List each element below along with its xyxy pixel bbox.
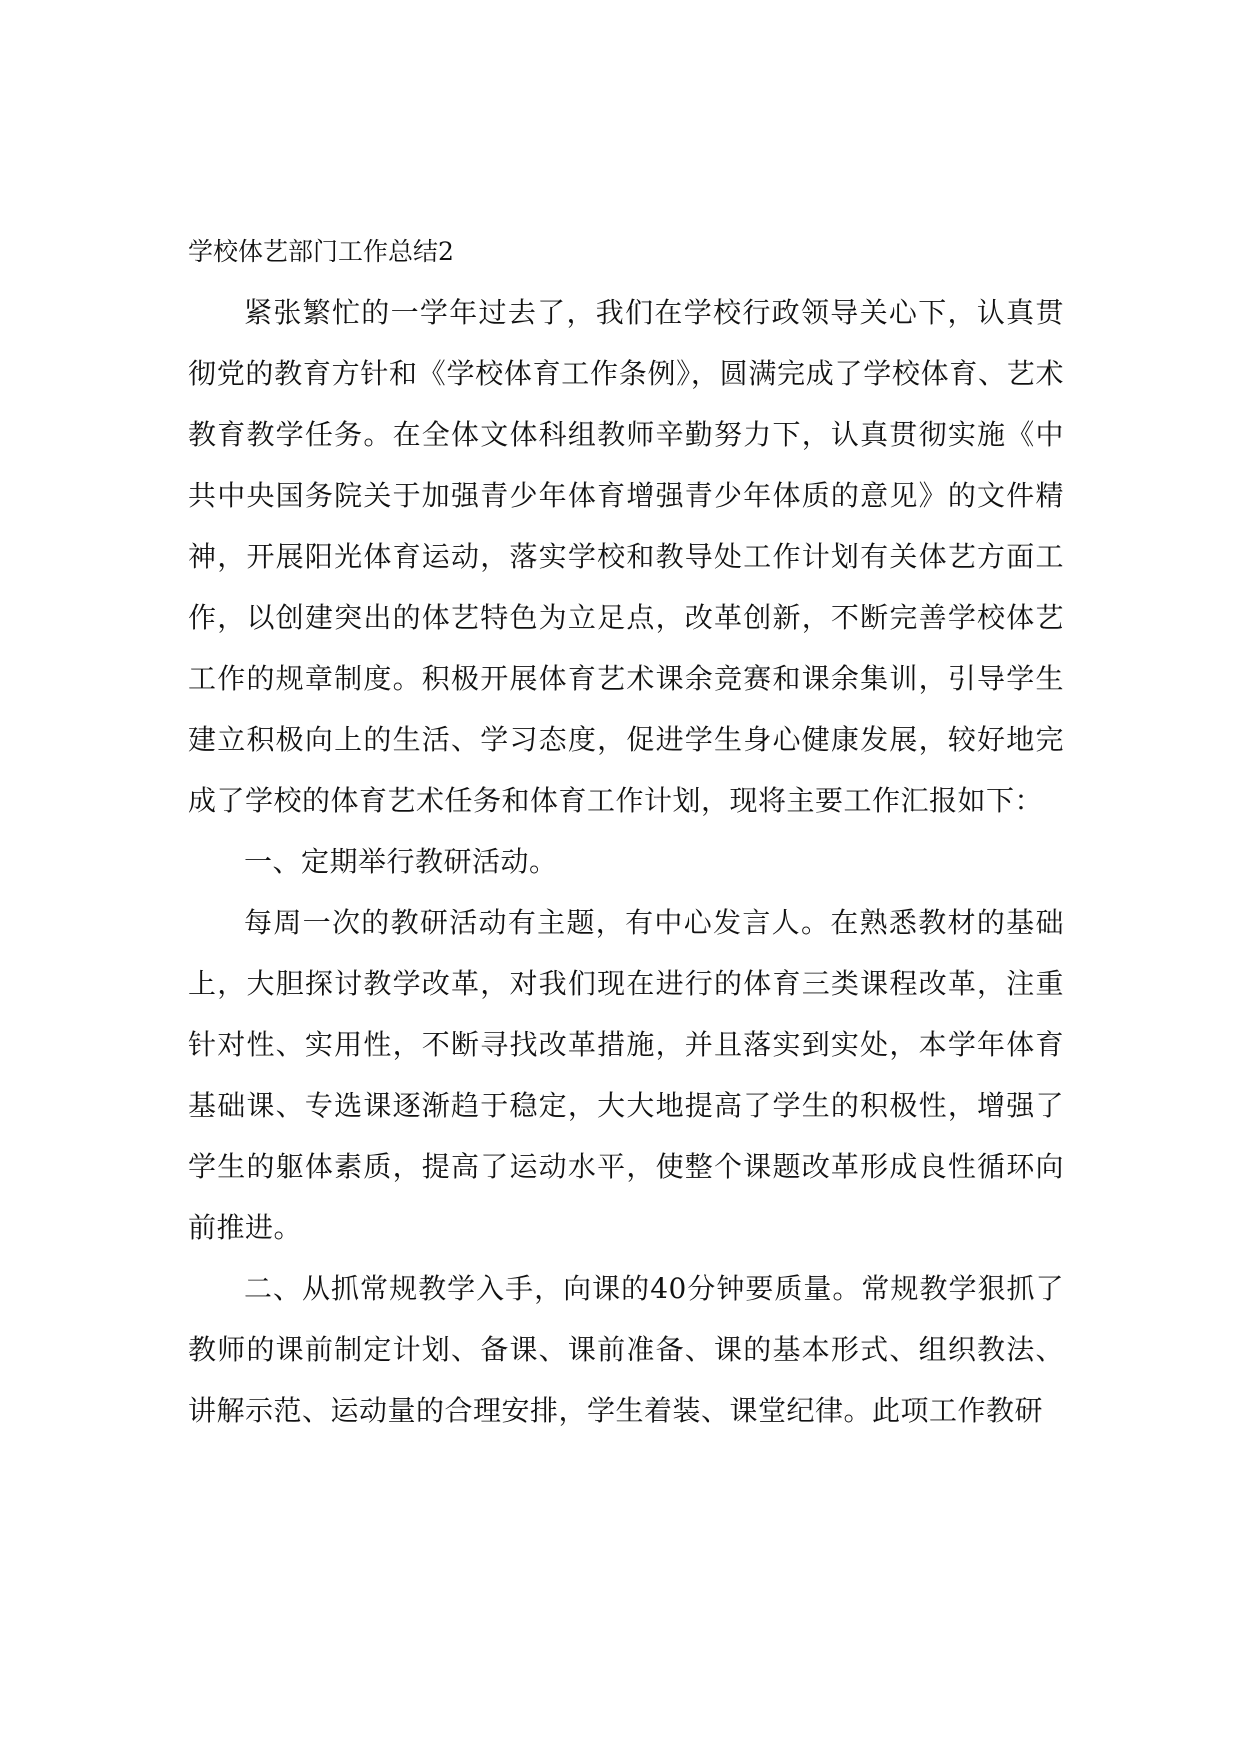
document-title: 学校体艺部门工作总结2	[188, 237, 454, 266]
section-2-paragraph: 二、从抓常规教学入手，向课的40分钟要质量。常规教学狠抓了教师的课前制定计划、备课、课前准备、课的基本形式、组织教法、讲解示范、运动量的合理安排，学生着装、课堂纪律。此项工作教研	[188, 1272, 1064, 1427]
section-1-heading: 一、定期举行教研活动。	[244, 845, 558, 878]
document-body	[188, 222, 1064, 1441]
intro-paragraph: 紧张繁忙的一学年过去了，我们在学校行政领导关心下，认真贯彻党的教育方针和《学校体育工作条例》，圆满完成了学校体育、艺术教育教学任务。在全体文体科组教师辛勤努力下，认真贯彻实施《中共中央国务院关于加强青少年体育增强青少年体质的意见》的文件精神，开展阳光体育运动，落实学校和教导处工作计划有关体艺方面工作，以创建突出的体艺特色为立足点，改革创新，不断完善学校体艺工作的规章制度。积极开展体育艺术课余竞赛和课余集训，引导学生建立积极向上的生活、学习态度，促进学生身心健康发展，较好地完成了学校的体育艺术任务和体育工作计划，现将主要工作汇报如下：	[188, 296, 1064, 817]
section-1-paragraph: 每周一次的教研活动有主题，有中心发言人。在熟悉教材的基础上，大胆探讨教学改革，对我们现在进行的体育三类课程改革，注重针对性、实用性，不断寻找改革措施，并且落实到实处，本学年体育基础课、专选课逐渐趋于稳定，大大地提高了学生的积极性，增强了学生的躯体素质，提高了运动水平，使整个课题改革形成良性循环向前推进。	[188, 906, 1064, 1244]
